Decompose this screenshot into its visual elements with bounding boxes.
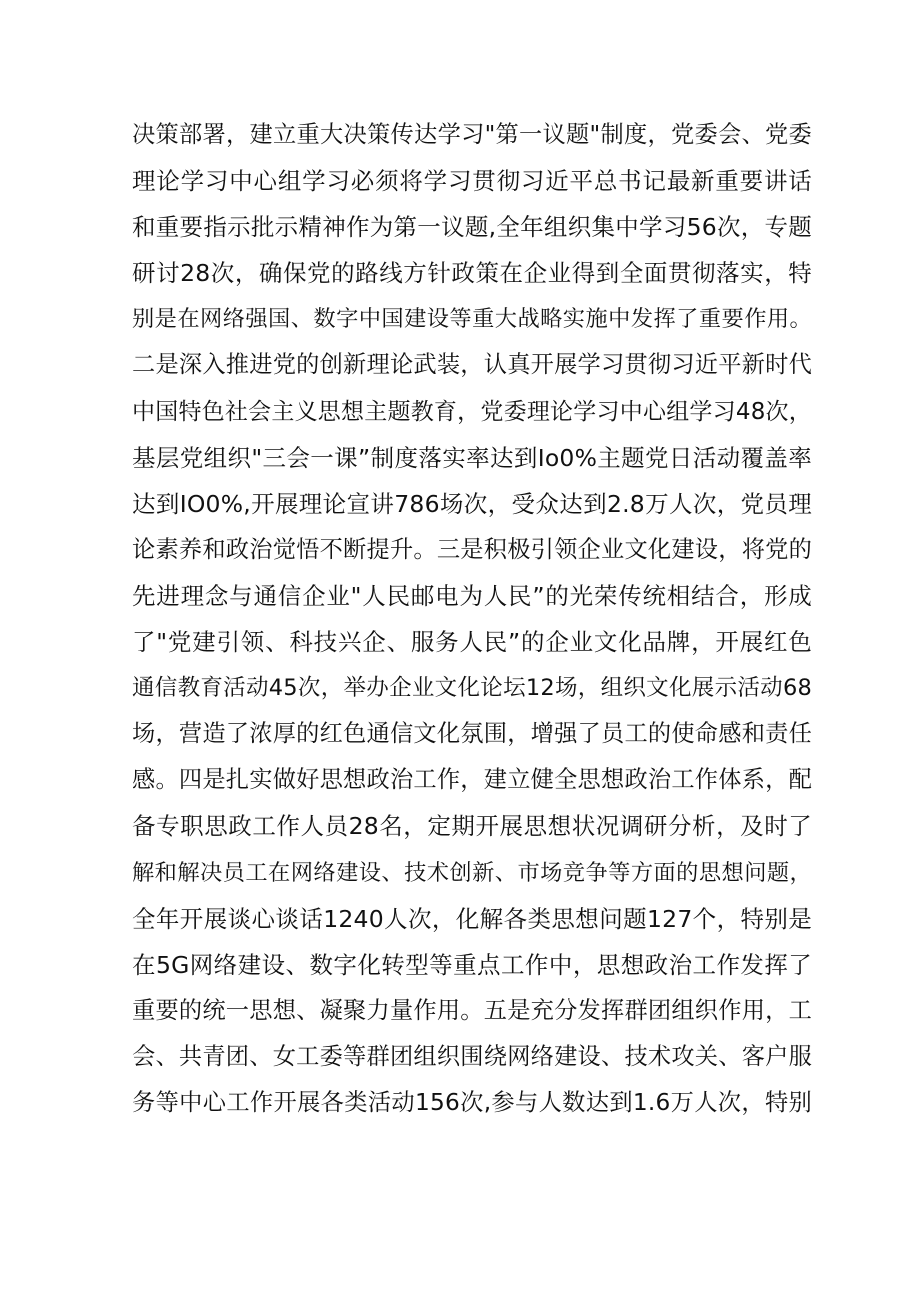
body-paragraph [132, 112, 812, 1126]
text-line: 解和解决员工在网络建设、技术创新、市场竞争等方面的思想问题， [132, 859, 812, 886]
text-line: 在5G网络建设、数字化转型等重点工作中，思想政治工作发挥了 [132, 950, 812, 979]
text-line: 和重要指示批示精神作为第一议题,全年组织集中学习56次，专题 [132, 213, 812, 242]
text-line: 了"党建引领、科技兴企、服务人民”的企业文化品牌，开展红色 [132, 628, 812, 657]
text-line: 别是在网络强国、数字中国建设等重大战略实施中发挥了重要作用。 [132, 306, 812, 333]
text-line: 感。四是扎实做好思想政治工作，建立健全思想政治工作体系，配 [132, 766, 813, 794]
text-line: 理论学习中心组学习必须将学习贯彻习近平总书记最新重要讲话 [132, 167, 812, 196]
text-line: 研讨28次，确保党的路线方针政策在企业得到全面贯彻落实，特 [132, 259, 812, 288]
text-line: 基层党组织"三会一课”制度落实率达到Io0%主题党日活动覆盖率 [132, 443, 812, 472]
text-line: 先进理念与通信企业"人民邮电为人民”的光荣传统相结合，形成 [132, 581, 812, 610]
text-line: 会、共青团、女工委等群团组织围绕网络建设、技术攻关、客户服 [132, 1042, 813, 1070]
text-line: 论素养和政治觉悟不断提升。三是积极引领企业文化建设，将党的 [132, 535, 813, 563]
text-line: 通信教育活动45次，举办企业文化论坛12场，组织文化展示活动68 [132, 675, 812, 702]
text-line: 中国特色社会主义思想主题教育，党委理论学习中心组学习48次， [132, 398, 812, 425]
text-line: 务等中心工作开展各类活动156次,参与人数达到1.6万人次，特别 [132, 1088, 812, 1116]
text-line: 决策部署，建立重大决策传达学习"第一议题"制度，党委会、党委 [132, 121, 812, 148]
text-line: 重要的统一思想、凝聚力量作用。五是充分发挥群团组织作用，工 [132, 996, 813, 1024]
text-line: 备专职思政工作人员28名，定期开展思想状况调研分析，及时了 [132, 812, 812, 841]
text-line: 达到IO0%,开展理论宣讲786场次，受众达到2.8万人次，党员理 [132, 489, 812, 518]
text-line: 全年开展谈心谈话1240人次，化解各类思想问题127个，特别是 [132, 904, 812, 933]
text-line: 场，营造了浓厚的红色通信文化氛围，增强了员工的使命感和责任 [132, 720, 813, 748]
text-line: 二是深入推进党的创新理论武装，认真开展学习贯彻习近平新时代 [132, 351, 813, 379]
